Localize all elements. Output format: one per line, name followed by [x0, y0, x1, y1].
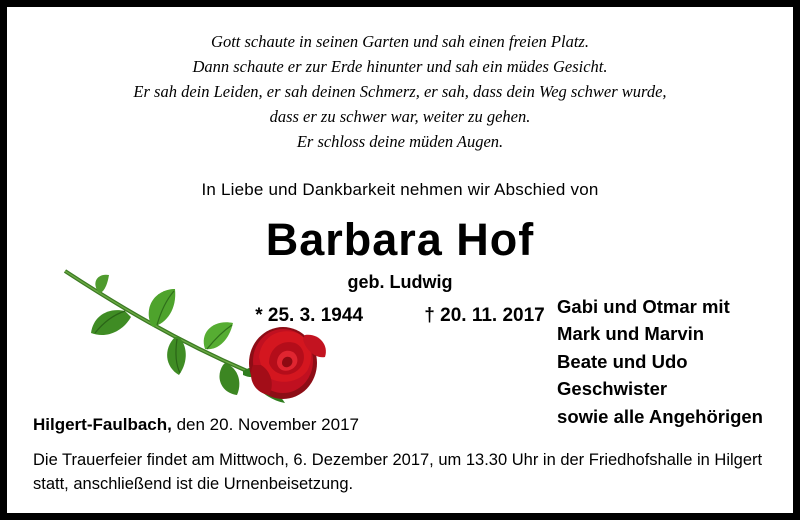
footer-block	[33, 415, 767, 497]
family-line-1: Gabi und Otmar mit	[557, 296, 730, 317]
poem-block	[33, 29, 767, 154]
service-details: Die Trauerfeier findet am Mittwoch, 6. Dezember 2017, um 13.30 Uhr in der Friedhofshalle in Hilgert statt, anschließend ist die Urnenbeisetzung.	[33, 451, 763, 494]
red-rose-illustration	[47, 253, 337, 413]
intro-line: In Liebe und Dankbarkeit nehmen wir Abschied von	[201, 180, 599, 200]
family-block	[557, 293, 763, 430]
poem-line-1: Gott schaute in seinen Garten und sah einen freien Platz.	[211, 32, 589, 51]
deceased-name: Barbara Hof	[265, 214, 535, 266]
poem-line-3: Er sah dein Leiden, er sah deinen Schmerz, er sah, dass dein Weg schwer wurde,	[133, 82, 667, 102]
poem-line-2: Dann schaute er zur Erde hinunter und sah ein müdes Gesicht.	[192, 57, 608, 77]
family-line-3: Beate und Udo	[557, 350, 688, 372]
place-date-line	[33, 415, 767, 435]
place-name: Hilgert-Faulbach,	[33, 415, 172, 435]
obituary-inner	[7, 7, 793, 513]
death-date: † 20. 11. 2017	[424, 304, 545, 326]
maiden-name: geb. Ludwig	[347, 271, 453, 292]
family-line-2: Mark und Marvin	[557, 323, 705, 345]
poem-line-4: dass er zu schwer war, weiter zu gehen.	[269, 107, 531, 127]
family-line-4: Geschwister	[557, 378, 668, 400]
place-date: den 20. November 2017	[176, 415, 359, 435]
birth-date: * 25. 3. 1944	[255, 304, 364, 326]
poem-line-5: Er schloss deine müden Augen.	[296, 132, 504, 152]
family-line-5: sowie alle Angehörigen	[557, 405, 763, 427]
